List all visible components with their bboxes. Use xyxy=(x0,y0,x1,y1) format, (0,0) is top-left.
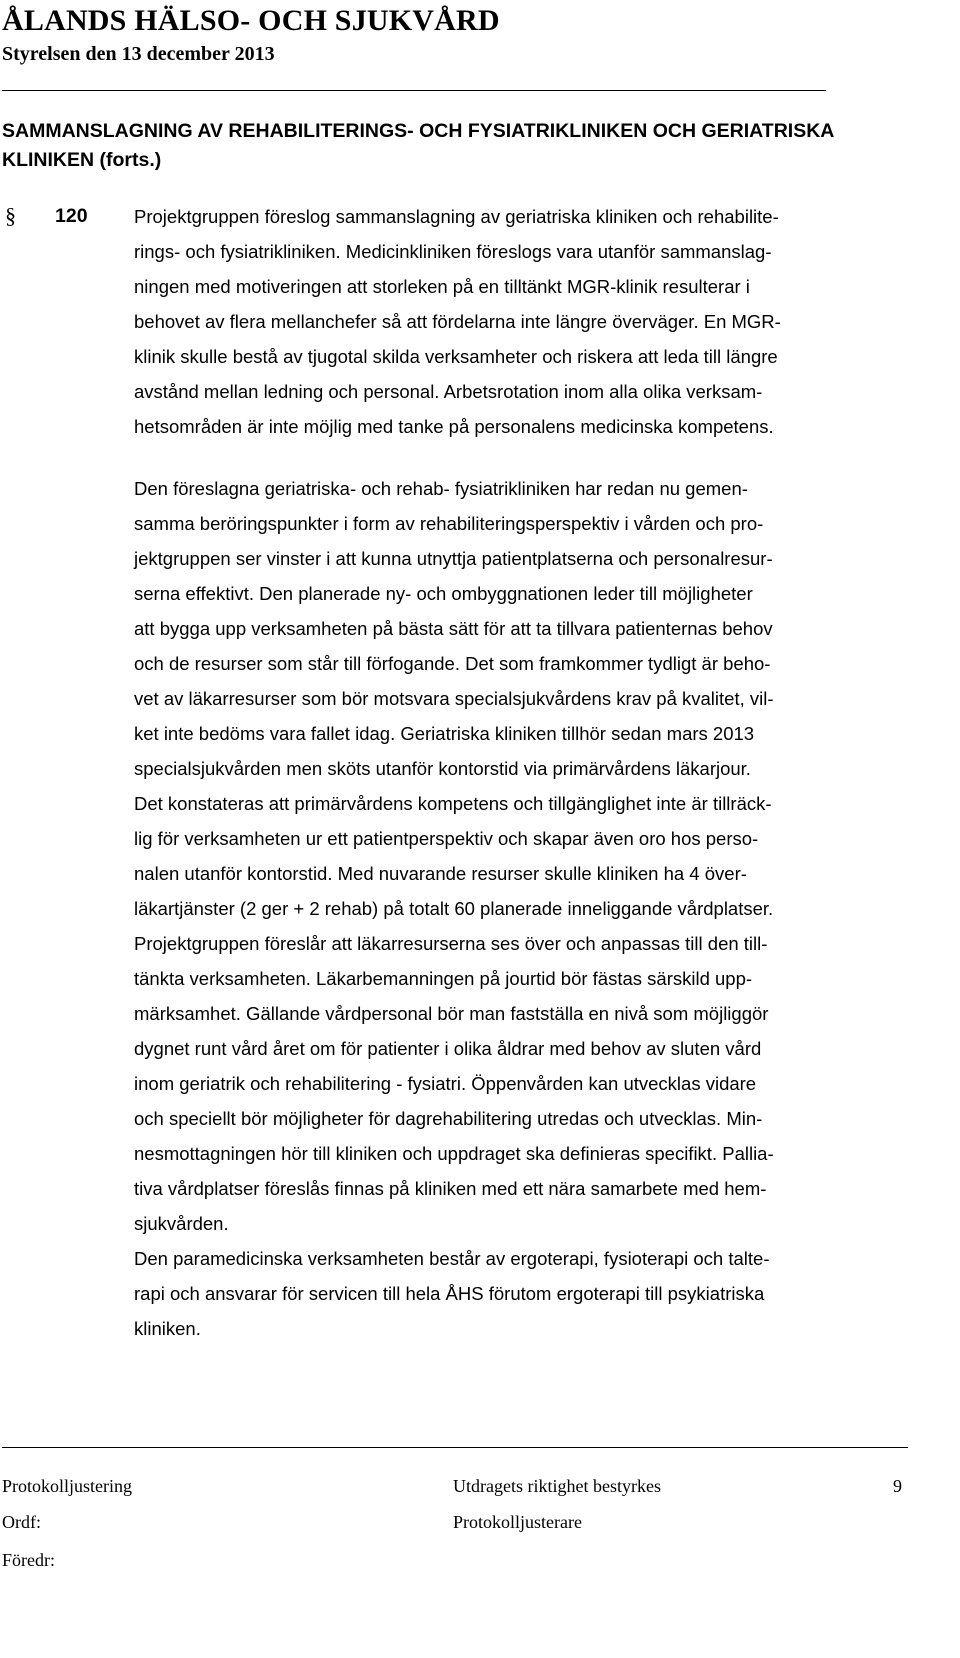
text-line: Den föreslagna geriatriska- och rehab- fysiatrikliniken har redan nu gemen- xyxy=(134,478,748,499)
text-line: kliniken. xyxy=(134,1318,201,1339)
text-line: Projektgruppen föreslog sammanslagning av geriatriska kliniken och rehabilite- xyxy=(134,206,779,227)
text-line: inom geriatrik och rehabilitering - fysiatri. Öppenvården kan utvecklas vidare xyxy=(134,1073,757,1094)
text-line: och de resurser som står till förfogande. Det som framkommer tydligt är beho- xyxy=(134,653,771,674)
section-heading-line: SAMMANSLAGNING AV REHABILITERINGS- OCH FYSIATRIKLINIKEN OCH GERIATRISKA xyxy=(2,120,835,142)
footer-checkers-label: Protokolljusterare xyxy=(453,1512,582,1532)
footer-protocol-check: Protokolljustering xyxy=(2,1476,132,1496)
text-line: och speciellt bör möjligheter för dagrehabilitering utredas och utvecklas. Min- xyxy=(134,1108,763,1129)
text-line: rings- och fysiatrikliniken. Medicinkliniken föreslogs vara utanför sammanslag- xyxy=(134,241,772,262)
text-line: läkartjänster (2 ger + 2 rehab) på totalt 60 planerade inneliggande vårdplatser. xyxy=(134,898,774,919)
footer-divider xyxy=(2,1447,908,1448)
text-line: Den paramedicinska verksamheten består av ergoterapi, fysioterapi och talte- xyxy=(134,1248,770,1269)
header-divider xyxy=(2,90,826,91)
text-line: jektgruppen ser vinster i att kunna utnyttja patientplatserna och personalresur- xyxy=(134,548,773,569)
meeting-date: Styrelsen den 13 december 2013 xyxy=(2,43,275,65)
text-line: nesmottagningen hör till kliniken och uppdraget ska definieras specifikt. Pallia- xyxy=(134,1143,774,1164)
paragraph-symbol: § xyxy=(5,203,16,228)
text-line: avstånd mellan ledning och personal. Arbetsrotation inom alla olika verksam- xyxy=(134,381,763,402)
text-line: tiva vårdplatser föreslås finnas på kliniken med ett nära samarbete med hem- xyxy=(134,1178,767,1199)
body-paragraph xyxy=(134,199,902,444)
text-line: behovet av flera mellanchefer så att fördelarna inte längre överväger. En MGR- xyxy=(134,311,781,332)
text-line: serna effektivt. Den planerade ny- och ombyggnationen leder till möjligheter xyxy=(134,583,753,604)
footer-certification: Utdragets riktighet bestyrkes xyxy=(453,1476,661,1496)
text-line: samma beröringspunkter i form av rehabiliteringsperspektiv i vården och pro- xyxy=(134,513,764,534)
section-heading-line: KLINIKEN (forts.) xyxy=(2,149,162,171)
organization-title: ÅLANDS HÄLSO- OCH SJUKVÅRD xyxy=(2,4,500,37)
text-line: nalen utanför kontorstid. Med nuvarande resurser skulle kliniken ha 4 över- xyxy=(134,863,747,884)
footer-chair-label: Ordf: xyxy=(2,1512,41,1532)
body-paragraph xyxy=(134,471,902,1241)
text-line: Projektgruppen föreslår att läkarresurserna ses över och anpassas till den till- xyxy=(134,933,768,954)
text-line: rapi och ansvarar för servicen till hela ÅHS förutom ergoterapi till psykiatriska xyxy=(134,1283,765,1304)
text-line: ningen med motiveringen att storleken på en tilltänkt MGR-klinik resulterar i xyxy=(134,276,750,297)
text-line: dygnet runt vård året om för patienter i olika åldrar med behov av sluten vård xyxy=(134,1038,762,1059)
text-line: lig för verksamheten ur ett patientperspektiv och skapar även oro hos perso- xyxy=(134,828,759,849)
section-heading xyxy=(2,117,902,175)
text-line: att bygga upp verksamheten på bästa sätt för att ta tillvara patienternas behov xyxy=(134,618,773,639)
text-line: tänkta verksamheten. Läkarbemanningen på jourtid bör fästas särskild upp- xyxy=(134,968,753,989)
text-line: Det konstateras att primärvårdens kompetens och tillgänglighet inte är tillräck- xyxy=(134,793,772,814)
text-line: hetsområden är inte möjlig med tanke på personalens medicinska kompetens. xyxy=(134,416,774,437)
body-paragraph xyxy=(134,1241,902,1346)
text-line: sjukvården. xyxy=(134,1213,229,1234)
text-line: klinik skulle bestå av tjugotal skilda verksamheter och riskera att leda till längre xyxy=(134,346,778,367)
page-number: 9 xyxy=(893,1476,902,1496)
text-line: märksamhet. Gällande vårdpersonal bör man fastställa en nivå som möjliggör xyxy=(134,1003,769,1024)
text-line: specialsjukvården men sköts utanför kontorstid via primärvårdens läkarjour. xyxy=(134,758,751,779)
paragraph-number: 120 xyxy=(55,205,88,227)
text-line: vet av läkarresurser som bör motsvara specialsjukvårdens krav på kvalitet, vil- xyxy=(134,688,774,709)
text-line: ket inte bedöms vara fallet idag. Geriatriska kliniken tillhör sedan mars 2013 xyxy=(134,723,755,744)
footer-presenter-label: Föredr: xyxy=(2,1550,55,1570)
